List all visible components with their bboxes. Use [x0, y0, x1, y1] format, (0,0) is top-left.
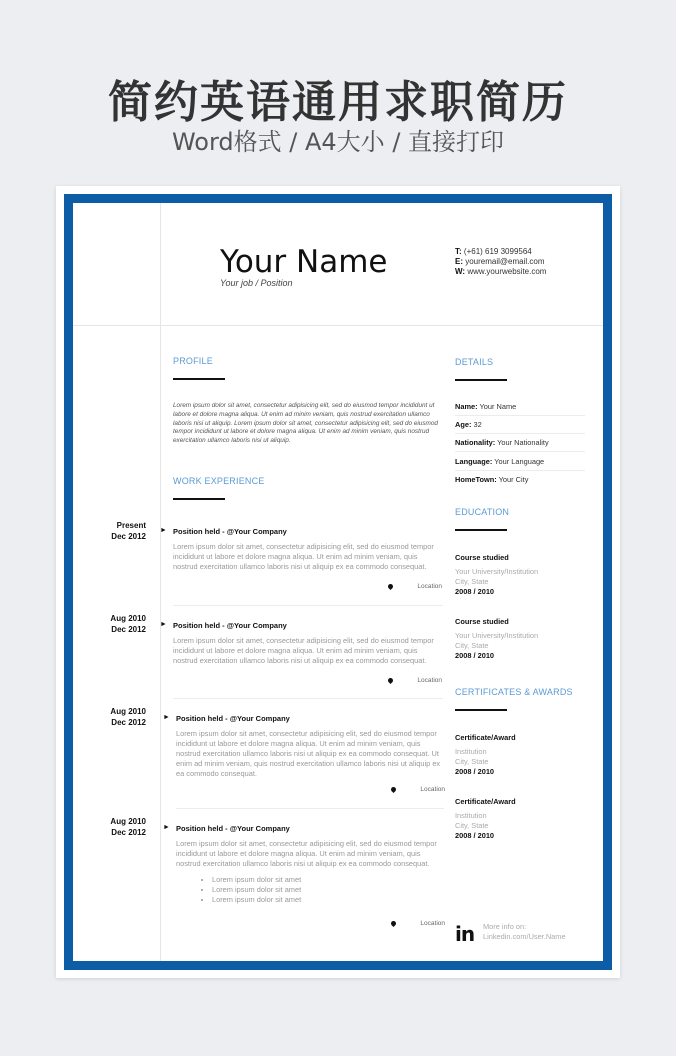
detail-value: Your Language: [494, 457, 545, 466]
details-title: DETAILS: [455, 357, 494, 367]
contact-phone-value: (+61) 619 3099564: [463, 247, 532, 256]
certificate-entry: [455, 733, 516, 776]
job-dates: [66, 706, 146, 728]
job-dates: [66, 816, 146, 838]
contact-website-key: W:: [455, 267, 466, 276]
certificates-title-bar: [455, 709, 507, 711]
location: City, State: [455, 821, 489, 830]
job-location-text: Location: [417, 677, 442, 684]
education-entry: [455, 617, 538, 660]
resume-name: Your Name: [220, 244, 388, 280]
job-date-end: Aug 2010: [110, 707, 146, 716]
location-pin-icon: [390, 786, 397, 793]
location: City, State: [455, 577, 489, 586]
header-divider: [73, 325, 603, 326]
contact-block: [455, 247, 546, 277]
job-date-end: Aug 2010: [110, 817, 146, 826]
job-entry: [163, 824, 446, 905]
certificate-title: Certificate/Award: [455, 797, 516, 806]
detail-key: Language:: [455, 457, 493, 466]
promo-subtitle: Word格式 / A4大小 / 直接打印: [171, 128, 505, 156]
job-date-end: Aug 2010: [110, 614, 146, 623]
contact-email-value: youremail@email.com: [465, 257, 545, 266]
institution: Institution: [455, 747, 487, 756]
linkedin-label: More info on:: [483, 922, 527, 931]
job-description: Lorem ipsum dolor sit amet, consectetur adipisicing elit, sed do eiusmod tempor incididunt ut labore et dolore magna aliqua. Ut enim ad minim veniam, quis nostrud exercitation ullamco laboris nisi ut aliquip ex ea commodo consequat.: [173, 636, 434, 665]
contact-email-key: E:: [455, 257, 463, 266]
arrow-right-icon: ►: [160, 527, 167, 534]
job-dates: [66, 520, 146, 542]
job-location: [380, 677, 442, 684]
years: 2008 / 2010: [455, 651, 495, 660]
location-pin-icon: [390, 920, 397, 927]
job-description: Lorem ipsum dolor sit amet, consectetur adipisicing elit, sed do eiusmod tempor incididunt ut labore et dolore magna aliqua. Ut enim ad minim veniam, quis nostrud exercitation ullamco laboris nisi ut aliquip ex ea commodo consequat. Ut enim ad minim veniam, quis nostrud exercitation ullamco laboris nisi ut aliquip ex ea commodo consequat.: [176, 729, 441, 778]
location: City, State: [455, 641, 489, 650]
course-title: Course studied: [455, 617, 509, 626]
job-location-text: Location: [420, 920, 445, 927]
detail-key: Nationality:: [455, 438, 496, 447]
job-bullet-list: [176, 875, 446, 905]
job-date-start: Dec 2012: [111, 532, 146, 541]
job-position: [163, 824, 446, 833]
detail-value: Your Name: [479, 402, 517, 411]
education-title-bar: [455, 529, 507, 531]
institution: Your University/Institution: [455, 631, 539, 640]
certificate-title: Certificate/Award: [455, 733, 516, 742]
arrow-right-icon: ►: [160, 621, 167, 628]
job-dates: [66, 613, 146, 635]
job-position-text: Position held - @Your Company: [176, 824, 290, 833]
job-position: [163, 714, 446, 723]
job-entry: [163, 714, 446, 779]
contact-website-value: www.yourwebsite.com: [467, 267, 547, 276]
years: 2008 / 2010: [455, 767, 495, 776]
job-date-start: Dec 2012: [111, 828, 146, 837]
certificate-entry: [455, 797, 516, 840]
left-column-divider: [160, 203, 161, 961]
years: 2008 / 2010: [455, 587, 495, 596]
detail-value: Your City: [498, 475, 529, 484]
job-location-text: Location: [417, 583, 442, 590]
arrow-right-icon: ►: [163, 824, 170, 831]
detail-hometown: [455, 475, 585, 488]
job-entry: [160, 527, 443, 572]
institution: Institution: [455, 811, 487, 820]
location-pin-icon: [387, 677, 394, 684]
certificates-title: CERTIFICATES & AWARDS: [455, 687, 573, 697]
detail-key: Name:: [455, 402, 478, 411]
contact-website: [455, 267, 546, 277]
linkedin-info: [483, 922, 566, 942]
detail-key: HomeTown:: [455, 475, 497, 484]
job-position: [160, 621, 443, 630]
work-title-bar: [173, 498, 225, 500]
location: City, State: [455, 757, 489, 766]
details-title-bar: [455, 379, 507, 381]
linkedin-icon[interactable]: in: [455, 922, 475, 946]
list-item: • Lorem ipsum dolor sit amet: [212, 875, 446, 885]
linkedin-url[interactable]: Linkedin.com/User.Name: [483, 932, 566, 941]
job-location: [383, 920, 445, 927]
job-divider: [173, 698, 443, 699]
job-entry: [160, 621, 443, 666]
contact-phone-key: T:: [455, 247, 462, 256]
job-position: [160, 527, 443, 536]
job-position-text: Position held - @Your Company: [176, 714, 290, 723]
arrow-right-icon: ►: [163, 714, 170, 721]
detail-nationality: [455, 438, 585, 452]
detail-value: 32: [473, 420, 482, 429]
job-divider: [173, 605, 443, 606]
list-item: • Lorem ipsum dolor sit amet: [212, 885, 446, 895]
job-divider: [176, 808, 444, 809]
job-location-text: Location: [420, 786, 445, 793]
profile-text: Lorem ipsum dolor sit amet, consectetur adipisicing elit, sed do eiusmod tempor incididunt ut labore et dolore magna aliqua. Ut enim ad minim veniam, quis nostrud exercitation ullamco laboris nisi ut aliquip. Lorem ipsum dolor sit amet, consectetur adipisicing elit, sed do eiusmod tempor incididunt ut labore et dolore magna aliqua. Ut enim ad minim veniam, quis nostrud exercitation ullamco laboris nisi ut aliquip.: [173, 402, 438, 445]
job-location: [383, 786, 445, 793]
course-title: Course studied: [455, 553, 509, 562]
job-description: Lorem ipsum dolor sit amet, consectetur adipisicing elit, sed do eiusmod tempor incididunt ut labore et dolore magna aliqua. Ut enim ad minim veniam, quis nostrud exercitation ullamco laboris nisi ut aliquip ex ea commodo consequat.: [176, 839, 437, 868]
profile-title: PROFILE: [173, 356, 213, 366]
job-location: [380, 583, 442, 590]
detail-age: [455, 420, 585, 434]
job-position-text: Position held - @Your Company: [173, 621, 287, 630]
detail-key: Age:: [455, 420, 472, 429]
job-date-start: Dec 2012: [111, 718, 146, 727]
job-description: Lorem ipsum dolor sit amet, consectetur adipisicing elit, sed do eiusmod tempor incididunt ut labore et dolore magna aliqua. Ut enim ad minim veniam, quis nostrud exercitation ullamco laboris nisi ut aliquip ex ea commodo consequat.: [173, 542, 434, 571]
institution: Your University/Institution: [455, 567, 539, 576]
list-item: • Lorem ipsum dolor sit amet: [212, 895, 446, 905]
detail-language: [455, 457, 585, 471]
education-entry: [455, 553, 538, 596]
detail-value: Your Nationality: [497, 438, 549, 447]
resume-job-title: Your job / Position: [220, 278, 293, 288]
contact-email: [455, 257, 546, 267]
years: 2008 / 2010: [455, 831, 495, 840]
profile-title-bar: [173, 378, 225, 380]
education-title: EDUCATION: [455, 507, 510, 517]
job-date-end: Present: [116, 521, 146, 530]
location-pin-icon: [387, 583, 394, 590]
detail-name: [455, 402, 585, 416]
promo-title: 简约英语通用求职简历: [108, 77, 568, 128]
work-title: WORK EXPERIENCE: [173, 476, 265, 486]
contact-phone: [455, 247, 546, 257]
job-position-text: Position held - @Your Company: [173, 527, 287, 536]
job-date-start: Dec 2012: [111, 625, 146, 634]
